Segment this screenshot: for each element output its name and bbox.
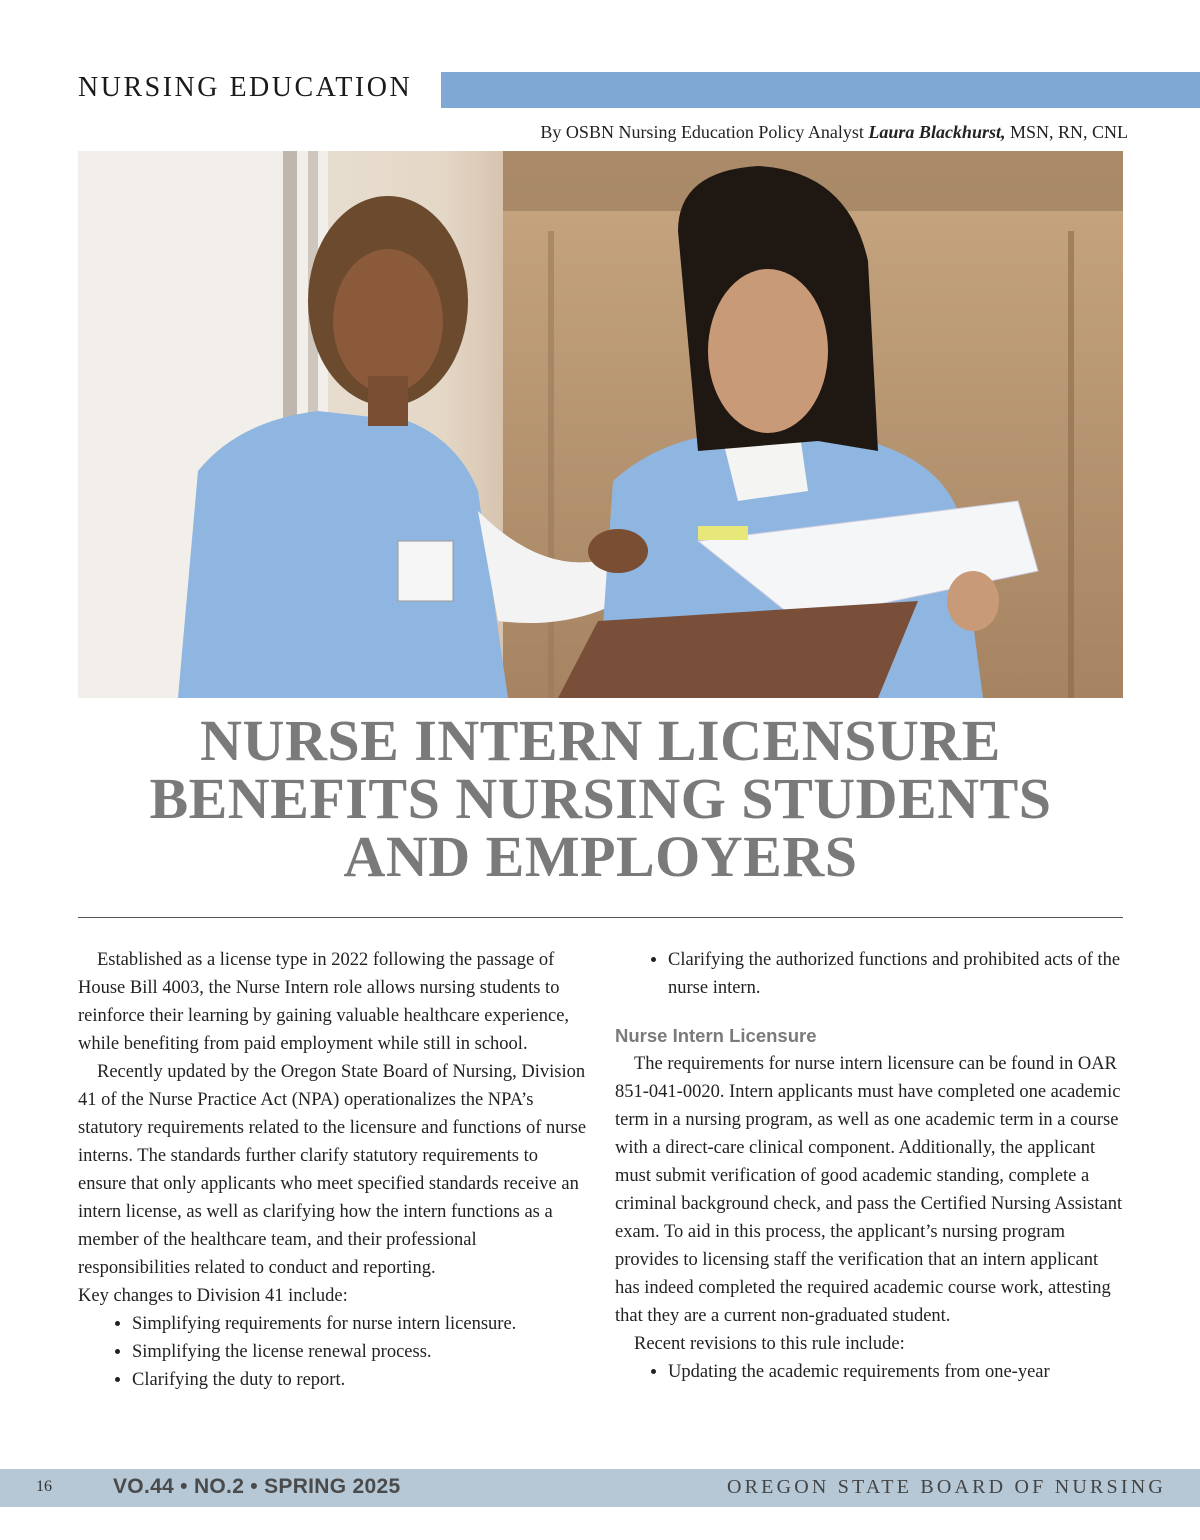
article-title — [78, 708, 1123, 889]
list-item: • Clarifying the authorized functions and prohibited acts of the nurse intern. — [668, 946, 1123, 1002]
organization-name: OREGON STATE BOARD OF NURSING — [726, 1476, 1166, 1498]
byline-author: Laura Blackhurst, — [868, 122, 1006, 142]
byline-credentials: MSN, RN, CNL — [1009, 122, 1128, 142]
subheading: Nurse Intern Licensure — [615, 1025, 817, 1046]
left-column — [78, 946, 590, 1394]
list-item: • Simplifying requirements for nurse intern licensure. — [132, 1310, 590, 1338]
title-line: NURSE INTERN LICENSURE — [200, 708, 1001, 773]
hero-photo — [78, 151, 1123, 698]
body-paragraph: Recently updated by the Oregon State Board of Nursing, Division 41 of the Nurse Practice Act (NPA) operationalizes the NPA’s statutory requirements related to the licensure and functions of nurse interns. The standards further clarify statutory requirements to ensure that only applicants who meet specified standards receive an intern license, as well as clarifying how the intern functions as a member of the healthcare team, and their professional responsibilities related to conduct and reporting. — [78, 1062, 587, 1278]
section-color-bar — [441, 72, 1200, 108]
title-line: BENEFITS NURSING STUDENTS — [149, 766, 1052, 831]
byline-prefix: By OSBN Nursing Education Policy Analyst — [540, 122, 864, 142]
revisions-list — [615, 1358, 1123, 1386]
title-line: AND EMPLOYERS — [343, 824, 858, 889]
page-number: 16 — [36, 1478, 52, 1495]
section-label: NURSING EDUCATION — [78, 72, 413, 103]
key-changes-intro: Key changes to Division 41 include: — [78, 1286, 348, 1306]
title-divider — [78, 917, 1123, 918]
list-item: • Updating the academic requirements from one-year — [668, 1358, 1123, 1386]
body-paragraph: The requirements for nurse intern licensure can be found in OAR 851-041-0020. Intern applicants must have completed one academic term in a nursing program, as well as one academic term in a course with a direct-care clinical component. Additionally, the applicant must submit verification of good academic standing, complete a criminal background check, and pass the Certified Nursing Assistant exam. To aid in this process, the applicant’s nursing program provides to licensing staff the verification that an intern applicant has indeed completed the required academic course work, attesting that they are a current non-graduated student. — [615, 1054, 1123, 1326]
key-changes-list — [78, 1310, 590, 1394]
right-column — [615, 946, 1123, 1386]
list-item: • Simplifying the license renewal process. — [132, 1338, 590, 1366]
revisions-intro: Recent revisions to this rule include: — [634, 1334, 905, 1354]
list-item: • Clarifying the duty to report. — [132, 1366, 590, 1394]
byline — [540, 122, 1128, 143]
body-paragraph: Established as a license type in 2022 following the passage of House Bill 4003, the Nurse Intern role allows nursing students to reinforce their learning by gaining valuable healthcare experience, while benefiting from paid employment while still in school. — [78, 950, 570, 1054]
footer-band — [0, 1469, 1200, 1507]
key-changes-list-continued — [615, 946, 1123, 1002]
issue-label: VO.44 • NO.2 • SPRING 2025 — [113, 1475, 401, 1498]
